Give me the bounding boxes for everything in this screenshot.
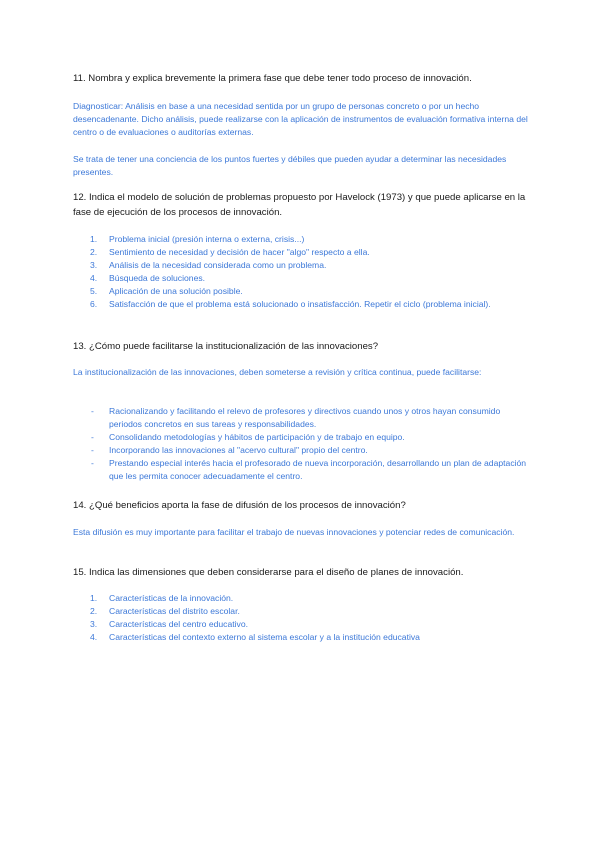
list-item <box>73 298 533 311</box>
list-marker: 2. <box>90 247 98 257</box>
list-item <box>73 246 533 259</box>
list-marker: 3. <box>90 260 98 270</box>
list-item <box>73 631 533 644</box>
list-marker: 3. <box>90 619 98 629</box>
list-marker: 4. <box>90 632 98 642</box>
list-marker: 1. <box>90 234 98 244</box>
question-14: 14. ¿Qué beneficios aporta la fase de difusión de los procesos de innovación? <box>73 500 406 511</box>
havelock-model-list <box>73 233 533 311</box>
institutionalization-list <box>73 405 533 483</box>
list-item <box>73 618 533 631</box>
answer-13: La institucionalización de las innovaciones, deben someterse a revisión y crítica continua, puede facilitarse: <box>73 367 482 377</box>
list-item-text: Búsqueda de soluciones. <box>109 273 206 283</box>
list-item <box>73 431 533 444</box>
list-item <box>73 272 533 285</box>
list-marker: 1. <box>90 593 98 603</box>
question-15: 15. Indica las dimensiones que deben considerarse para el diseño de planes de innovación. <box>73 567 464 578</box>
list-marker: - <box>91 406 94 416</box>
list-marker: 5. <box>90 286 98 296</box>
list-item <box>73 592 533 605</box>
list-item-text: Características de la innovación. <box>109 593 234 603</box>
answer-14: Esta difusión es muy importante para facilitar el trabajo de nuevas innovaciones y potenciar redes de comunicación. <box>73 527 515 537</box>
list-item-text: Satisfacción de que el problema está solucionado o insatisfacción. Repetir el ciclo (problema inicial). <box>109 299 491 309</box>
list-item-text: Características del contexto externo al sistema escolar y a la institución educativa <box>109 632 420 642</box>
answer-11-paragraph-2: Se trata de tener una conciencia de los puntos fuertes y débiles que pueden ayudar a determinar las necesidades presentes. <box>73 154 507 177</box>
list-item-text: Consolidando metodologías y hábitos de participación y de trabajo en equipo. <box>109 432 405 442</box>
list-item-text: Características del distrito escolar. <box>109 606 240 616</box>
list-item-text: Problema inicial (presión interna o externa, crisis...) <box>109 234 305 244</box>
list-marker: - <box>91 432 94 442</box>
list-item-text: Sentimiento de necesidad y decisión de hacer "algo" respecto a ella. <box>109 247 370 257</box>
question-13: 13. ¿Cómo puede facilitarse la institucionalización de las innovaciones? <box>73 341 379 352</box>
list-item-text: Análisis de la necesidad considerada como un problema. <box>109 260 327 270</box>
list-item <box>73 444 533 457</box>
list-item-text: Aplicación de una solución posible. <box>109 286 243 296</box>
list-item-text: Prestando especial interés hacia el profesorado de nueva incorporación, desarrollando un plan de adaptación que les permita conocer adecuadamente el centro. <box>109 458 527 481</box>
list-item <box>73 405 533 431</box>
innovation-dimensions-list <box>73 592 533 644</box>
list-marker: - <box>91 445 94 455</box>
list-item <box>73 285 533 298</box>
list-item <box>73 233 533 246</box>
list-marker: 6. <box>90 299 98 309</box>
list-item <box>73 259 533 272</box>
list-item-text: Incorporando las innovaciones al "acervo cultural" propio del centro. <box>109 445 368 455</box>
list-marker: - <box>91 458 94 468</box>
list-item-text: Racionalizando y facilitando el relevo de profesores y directivos cuando unos y otros hayan consumido periodos concretos en sus tareas y responsabilidades. <box>109 406 501 429</box>
list-item <box>73 605 533 618</box>
list-item <box>73 457 533 483</box>
question-12: 12. Indica el modelo de solución de problemas propuesto por Havelock (1973) y que puede aplicarse en la fase de ejecución de los procesos de innovación. <box>73 192 526 218</box>
list-marker: 2. <box>90 606 98 616</box>
list-item-text: Características del centro educativo. <box>109 619 248 629</box>
answer-11-paragraph-1: Diagnosticar: Análisis en base a una necesidad sentida por un grupo de personas concreto o por un hecho desencadenante. Dicho análisis, puede realizarse con la aplicación de instrumentos de evaluación formativa interna del centro o de evaluaciones o auditorías externas. <box>73 101 528 137</box>
question-11: 11. Nombra y explica brevemente la primera fase que debe tener todo proceso de innovación. <box>73 73 472 84</box>
list-marker: 4. <box>90 273 98 283</box>
